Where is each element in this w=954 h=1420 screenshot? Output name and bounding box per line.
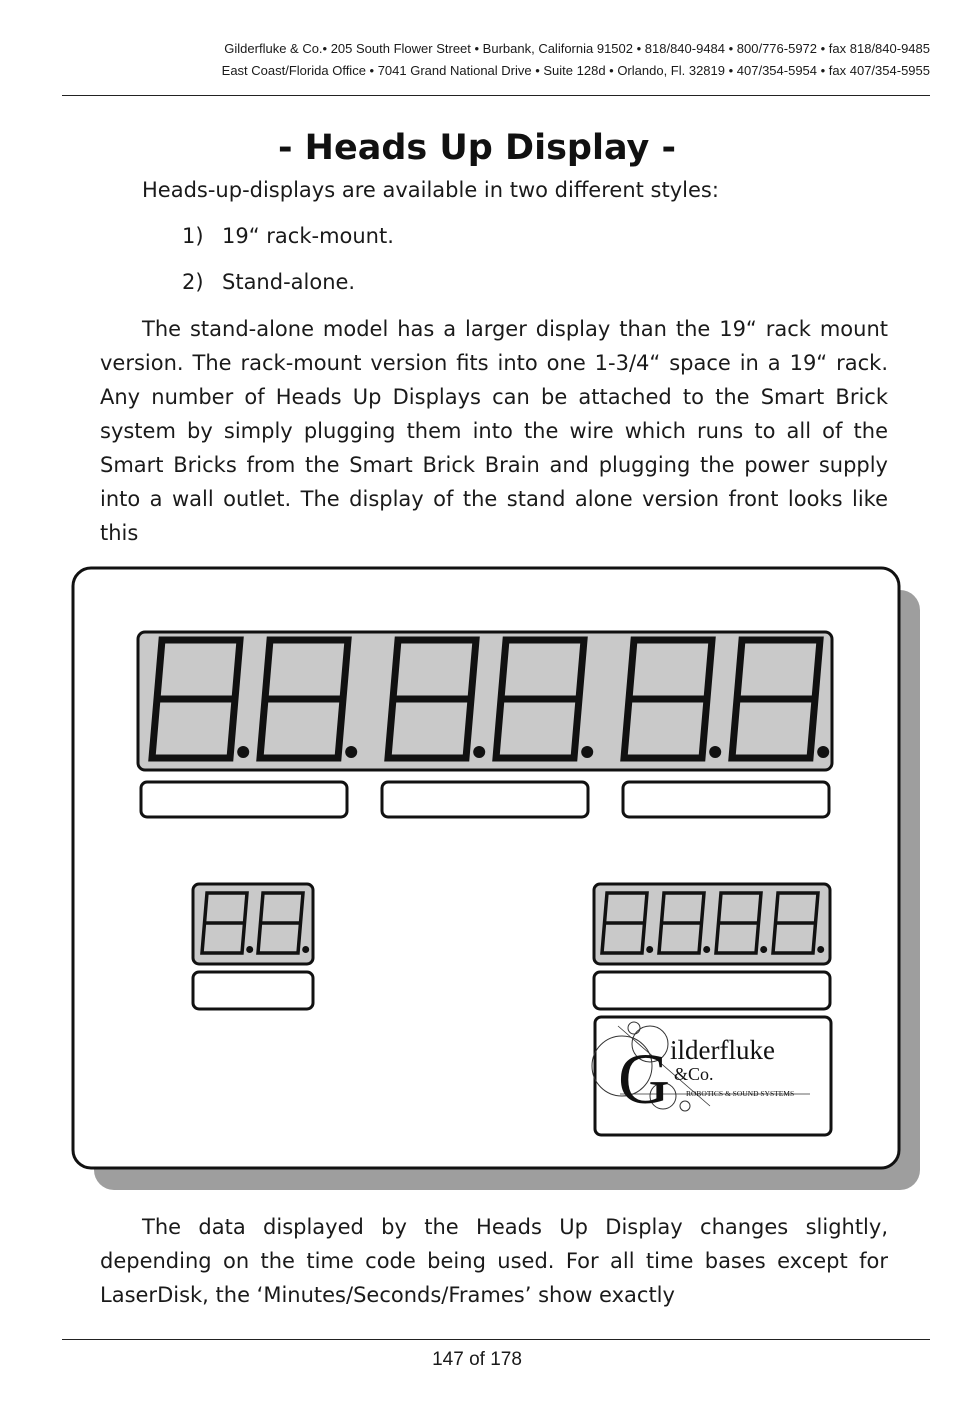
item-text: Stand-alone. — [222, 270, 356, 294]
item-number: 1) — [182, 224, 204, 248]
page-number: 147 of 178 — [432, 1349, 522, 1370]
label-plate — [141, 782, 347, 817]
item-text: 19“ rack-mount. — [222, 224, 394, 248]
label-plate — [193, 972, 313, 1009]
decimal-point — [345, 746, 357, 758]
decimal-point — [302, 946, 309, 953]
decimal-point — [817, 946, 824, 953]
decimal-point — [709, 746, 721, 758]
description-paragraph: The stand-alone model has a larger display than the 19“ rack mount version. The rack-mount version fits into one 1-3/4“ space in a 19“ rack. Any number of Heads Up Displays can be attached to the Smart Brick system by simply plugging them into the wire which runs to all of the Smart Bricks from the Smart Brick Brain and plugging the power supply into a wall outlet. The display of the stand alone version front looks like this — [100, 317, 888, 545]
style-item-1 — [182, 224, 394, 248]
decimal-point — [237, 746, 249, 758]
intro-text: Heads-up-displays are available in two different styles: — [142, 178, 719, 202]
decimal-point — [473, 746, 485, 758]
heads-up-display-diagram — [70, 566, 922, 1194]
decimal-point — [581, 746, 593, 758]
decimal-point — [760, 946, 767, 953]
letterhead-line-1: Gilderfluke & Co.• 205 South Flower Street • Burbank, California 91502 • 818/840-9484 • 800/776-5972 • fax 818/840-9485 — [224, 41, 930, 56]
decimal-point — [703, 946, 710, 953]
decimal-point — [817, 746, 829, 758]
style-item-2 — [182, 270, 355, 294]
svg-text:ROBOTICS & SOUND SYSTEMS: ROBOTICS & SOUND SYSTEMS — [686, 1089, 795, 1098]
svg-text:ilderfluke: ilderfluke — [670, 1035, 775, 1065]
label-plate — [594, 972, 830, 1009]
decimal-point — [646, 946, 653, 953]
gilderfluke-logo — [592, 1017, 831, 1135]
svg-text:&Co.: &Co. — [674, 1064, 714, 1084]
svg-text:G: G — [618, 1039, 670, 1119]
page-title: - Heads Up Display - — [277, 128, 677, 168]
decimal-point — [246, 946, 253, 953]
label-plate — [382, 782, 588, 817]
label-plate — [623, 782, 829, 817]
item-number: 2) — [182, 270, 204, 294]
letterhead-line-2: East Coast/Florida Office • 7041 Grand National Drive • Suite 128d • Orlando, Fl. 32819 • 407/354-5954 • fax 407/354-5955 — [221, 63, 930, 78]
header-divider — [62, 95, 930, 96]
timecode-paragraph: The data displayed by the Heads Up Display changes slightly, depending on the time code being used. For all time bases except for LaserDisk, the ‘Minutes/Seconds/Frames’ show exactly — [100, 1215, 888, 1307]
footer-divider — [62, 1339, 930, 1340]
